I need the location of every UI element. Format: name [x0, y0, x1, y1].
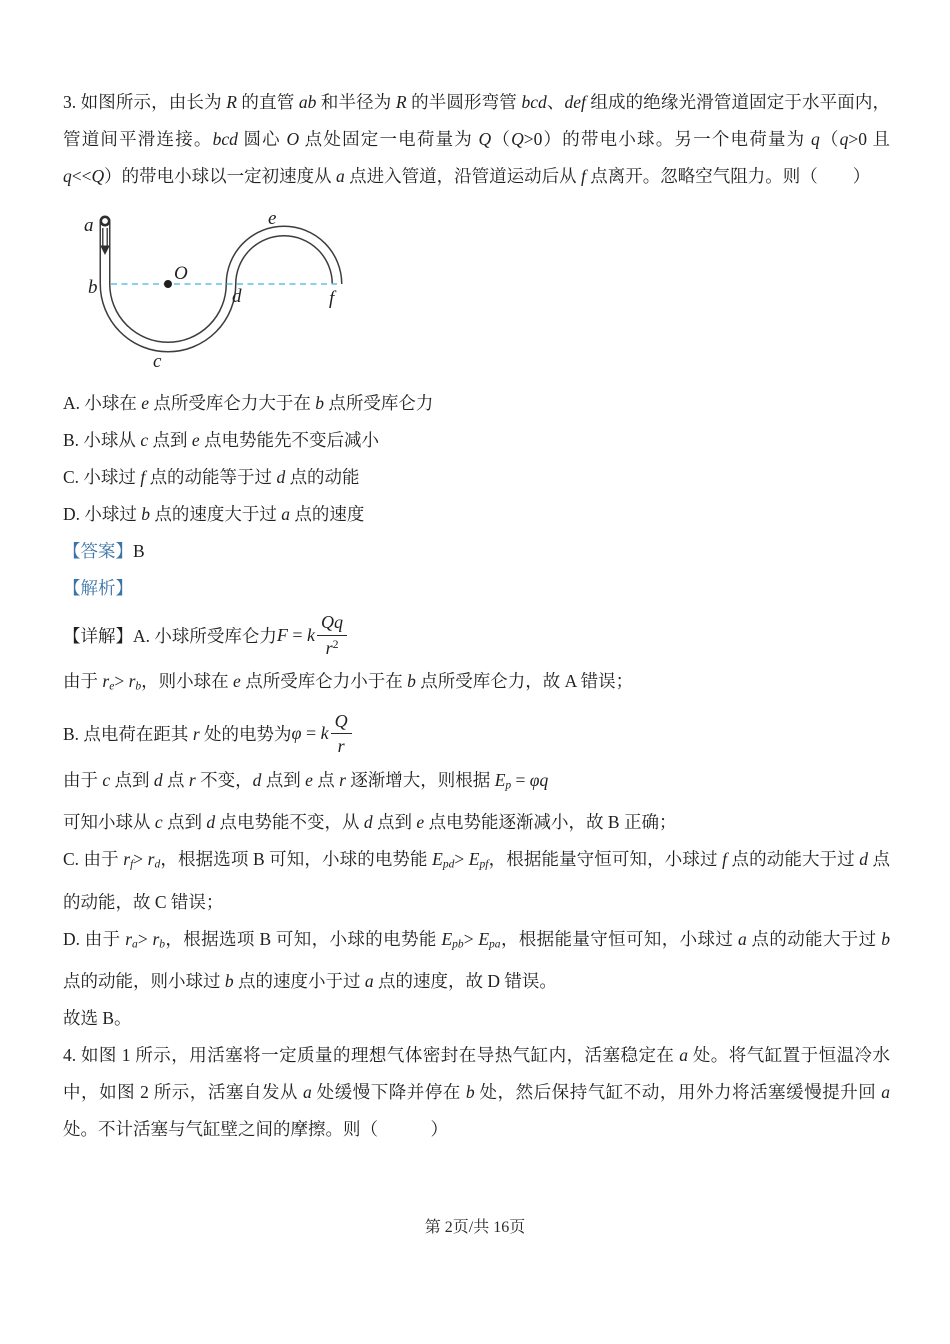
option-b: B. 小球从 c 点到 e 点电势能先不变后减小	[63, 430, 379, 450]
formula-coulomb-lhs: F = k	[276, 624, 316, 645]
option-d: D. 小球过 b 点的速度大于过 a 点的速度	[63, 504, 365, 524]
analysis-line	[63, 570, 890, 607]
detail-line-8: 故选 B。	[63, 1008, 132, 1029]
detail-line-2: 由于 re> rb，则小球在 e 点所受库仑力小于在 b 点所受库仑力，故 A 错误；	[63, 671, 634, 693]
analysis-label: 【解析】	[63, 578, 133, 598]
q4-stem: 4. 如图 1 所示，用活塞将一定质量的理想气体密封在导热气缸内，活塞稳定在 a 处。将气缸置于恒温冷水中，如图 2 所示，活塞自发从 a 处缓慢下降并停在 b 处，然后保持气缸不动，用外力将活塞缓慢提升回 a 处。不计活塞与气缸壁之间的摩擦。则（ ）	[63, 1045, 891, 1140]
fraction-numerator: Qq	[321, 612, 344, 632]
label-O: O	[174, 263, 188, 284]
detail-line-6: C. 由于 rf> rd，根据选项 B 可知，小球的电势能 Epd> Epf，根据能量守恒可知，小球过 f 点的动能大于过 d 点的动能，故 C 错误；	[63, 849, 891, 912]
formula-coulomb	[277, 611, 349, 659]
option-a: A. 小球在 e 点所受库仑力大于在 b 点所受库仑力	[63, 393, 434, 413]
point-O-dot	[164, 280, 172, 288]
ball-at-a	[101, 217, 109, 225]
detail-line-7: D. 由于 ra> rb，根据选项 B 可知，小球的电势能 Epb> Epa，根据能量守恒可知，小球过 a 点的动能大于过 b 点的动能，则小球过 b 点的速度小于过 a 点的速度，故 D 错误。	[63, 928, 891, 992]
answer-label: 【答案】	[63, 541, 133, 561]
q3-figure	[75, 205, 385, 377]
option-c: C. 小球过 f 点的动能等于过 d 点的动能	[63, 467, 360, 487]
fraction-denominator: r	[331, 733, 352, 758]
detail-line-4: 由于 c 点到 d 点 r 不变，d 点到 e 点 r 逐渐增大，则根据 Ep = φq	[63, 769, 549, 792]
answer-line	[63, 533, 890, 570]
fraction-denominator: $r^2$	[317, 635, 347, 660]
detail-line-1-text: 【详解】A. 小球所受库仑力	[63, 625, 277, 646]
page-indicator: 第 2页/共 16页	[424, 1219, 526, 1236]
label-b: b	[88, 277, 98, 298]
label-a: a	[84, 215, 94, 236]
label-f: f	[329, 288, 335, 309]
detail-line-1	[63, 607, 890, 663]
label-d: d	[232, 286, 242, 307]
formula-potential-fraction	[331, 710, 352, 758]
page-footer	[0, 1214, 950, 1237]
detail-line-3	[63, 706, 890, 762]
detail-line-3-text: B. 点电荷在距其 r 处的电势为	[63, 724, 292, 745]
fraction-numerator: Q	[334, 710, 348, 731]
formula-coulomb-fraction	[317, 611, 347, 659]
detail-line-5: 可知小球从 c 点到 d 点电势能不变，从 d 点到 e 点电势能逐渐减小，故 B 正确；	[63, 812, 677, 833]
answer-value: B	[133, 541, 145, 561]
formula-potential	[292, 710, 354, 758]
formula-potential-lhs: φ = k	[291, 723, 329, 744]
label-c: c	[153, 351, 162, 372]
q3-stem: 3. 如图所示，由长为 R 的直管 ab 和半径为 R 的半圆形弯管 bcd、def 组成的绝缘光滑管道固定于水平面内，管道间平滑连接。bcd 圆心 O 点处固定一电荷量为 Q（Q>0）的带电小球。另一个电荷量为 q（q>0 且 q<<Q）的带电小球以一定初速度从 a 点进入管道，沿管道运动后从 f 点离开。忽略空气阻力。则（ ）	[63, 92, 891, 186]
label-e: e	[268, 208, 277, 229]
